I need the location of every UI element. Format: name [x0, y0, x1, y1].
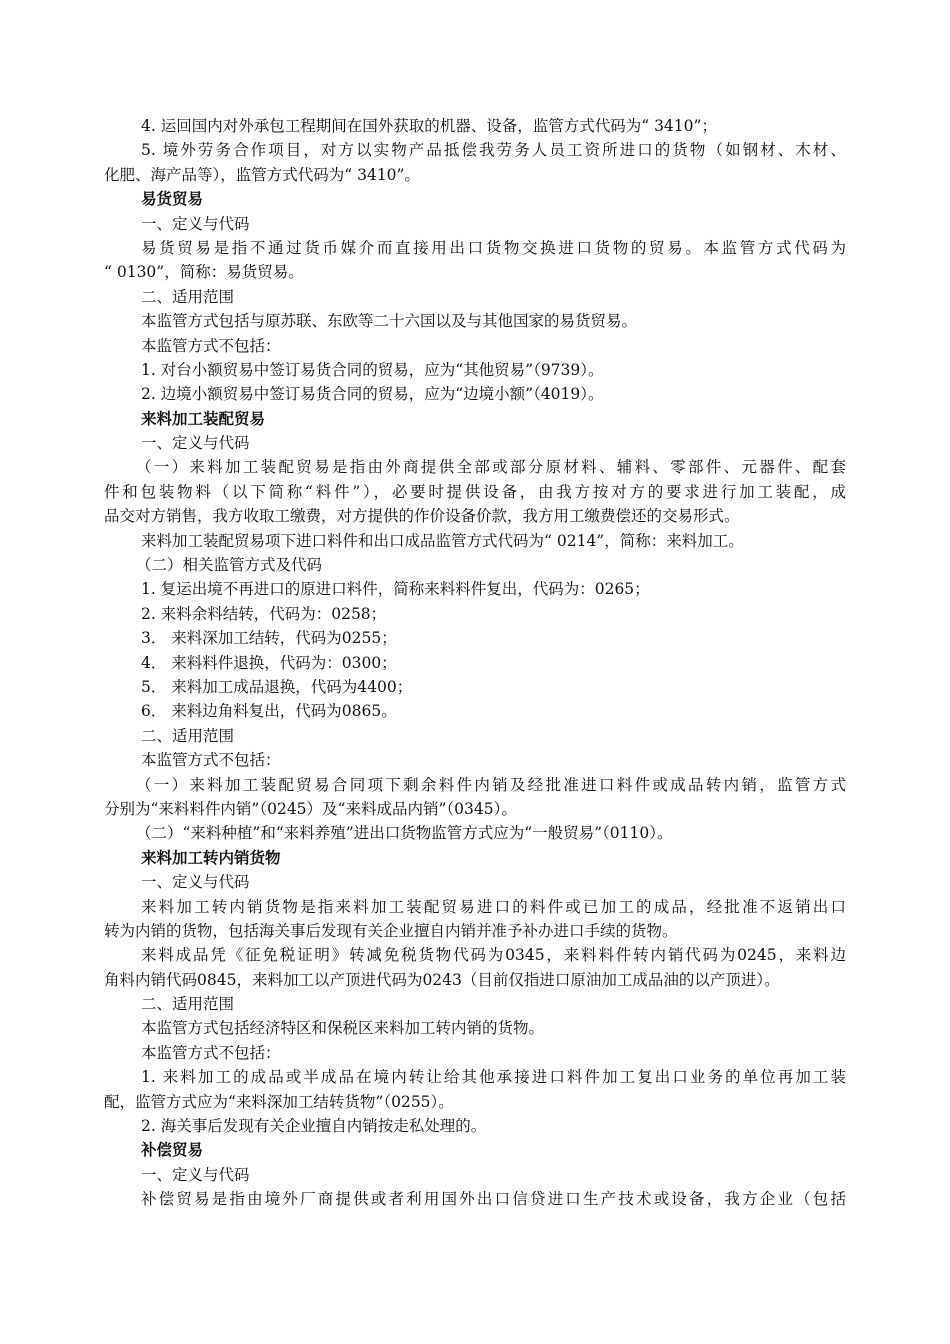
paragraph-line: 易货贸易是指不通过货币媒介而直接用出口货物交换进口货物的贸易。本监管方式代码为 [141, 238, 846, 257]
subheading-definition: 一、定义与代码 [141, 1165, 250, 1184]
list-item: 2. 海关事后发现有关企业擅自内销按走私处理的。 [141, 1117, 487, 1136]
section-heading-processing-assembly: 来料加工装配贸易 [141, 408, 266, 428]
list-item-4: 4. 运回国内对外承包工程期间在国外获取的机器、设备，监管方式代码为“ 3410”； [141, 117, 717, 135]
subheading-scope: 二、适用范围 [141, 995, 235, 1014]
list-item: 2. 来料余料结转，代码为：0258； [141, 604, 387, 623]
paragraph-line: 本监管方式不包括： [141, 336, 281, 355]
paragraph-line: “ 0130”，简称：易货贸易。 [104, 263, 304, 282]
subheading-definition: 一、定义与代码 [141, 214, 250, 233]
paragraph-line: 来料加工转内销货物是指来料加工装配贸易进口的料件或已加工的成品，经批准不返销出口 [141, 897, 846, 916]
list-item: 5． 来料加工成品退换，代码为4400； [141, 677, 413, 696]
list-item: 3． 来料深加工结转，代码为0255； [141, 629, 397, 648]
paragraph-line: 品交对方销售，我方收取工缴费，对方提供的作价设备价款，我方用工缴费偿还的交易形式。 [104, 507, 740, 526]
paragraph-line: 转为内销的货物，包括海关事后发现有关企业擅自内销并准予补办进口手续的货物。 [104, 921, 678, 940]
paragraph-line: 补偿贸易是指由境外厂商提供或者利用国外出口信贷进口生产技术或设备，我方企业（包括 [141, 1190, 846, 1209]
paragraph-line: （二）“来料种植”和“来料养殖”进出口货物监管方式应为“一般贸易”（0110）。 [136, 824, 673, 843]
paragraph-line: 来料成品凭《征免税证明》转减免税货物代码为0345，来料料件转内销代码为0245，来料边 [141, 946, 846, 965]
list-item: 1. 来料加工的成品或半成品在境内转让给其他承接进口料件加工复出口业务的单位再加工装 [141, 1068, 846, 1087]
subheading-scope: 二、适用范围 [141, 726, 235, 745]
list-item: 1. 对台小额贸易中签订易货合同的贸易，应为“其他贸易”（9739）。 [141, 360, 604, 379]
list-item: 6． 来料边角料复出，代码为0865。 [141, 702, 397, 721]
paragraph-line: 来料加工装配贸易项下进口料件和出口成品监管方式代码为“ 0214”，简称：来料加工。 [141, 531, 744, 550]
section-heading-compensation-trade: 补偿贸易 [141, 1140, 204, 1160]
subheading-definition: 一、定义与代码 [141, 434, 250, 453]
paragraph-line: 本监管方式不包括： [141, 751, 281, 770]
section-heading-processing-domestic-sale: 来料加工转内销货物 [141, 847, 281, 867]
list-item: 4． 来料料件退换，代码为：0300； [141, 653, 397, 672]
section-heading-barter-trade: 易货贸易 [141, 189, 204, 209]
paragraph-line: 分别为“来料料件内销”（0245）及“来料成品内销”（0345）。 [104, 799, 517, 818]
paragraph-line: （一）来料加工装配贸易是指由外商提供全部或部分原材料、辅料、零部件、元器件、配套 [136, 458, 846, 477]
paragraph-line: 角料内销代码0845，来料加工以产顶进代码为0243（目前仅指进口原油加工成品油的以产顶进）。 [104, 970, 780, 989]
list-item: 2. 边境小额贸易中签订易货合同的贸易，应为“边境小额”（4019）。 [141, 385, 604, 404]
list-item: 1. 复运出境不再进口的原进口料件，简称来料料件复出，代码为：0265； [141, 580, 650, 599]
list-item-5-line-1: 5. 境外劳务合作项目，对方以实物产品抵偿我劳务人员工资所进口的货物（如钢材、木材、 [141, 141, 846, 160]
list-item: 配，监管方式应为“来料深加工结转货物”（0255）。 [104, 1092, 454, 1111]
subheading-related-codes: （二）相关监管方式及代码 [136, 556, 323, 575]
paragraph-line: 本监管方式包括经济特区和保税区来料加工转内销的货物。 [141, 1019, 545, 1038]
paragraph-line: （一）来料加工装配贸易合同项下剩余料件内销及经批准进口料件或成品转内销，监管方式 [136, 775, 846, 794]
paragraph-line: 件和包装物料（以下简称“料件”），必要时提供设备，由我方按对方的要求进行加工装配，成 [104, 482, 846, 501]
paragraph-line: 本监管方式不包括： [141, 1043, 281, 1062]
subheading-definition: 一、定义与代码 [141, 873, 250, 892]
paragraph-line: 本监管方式包括与原苏联、东欧等二十六国以及与其他国家的易货贸易。 [141, 312, 638, 331]
list-item-5-line-2: 化肥、海产品等），监管方式代码为“ 3410”。 [104, 165, 420, 184]
subheading-scope: 二、适用范围 [141, 287, 235, 306]
